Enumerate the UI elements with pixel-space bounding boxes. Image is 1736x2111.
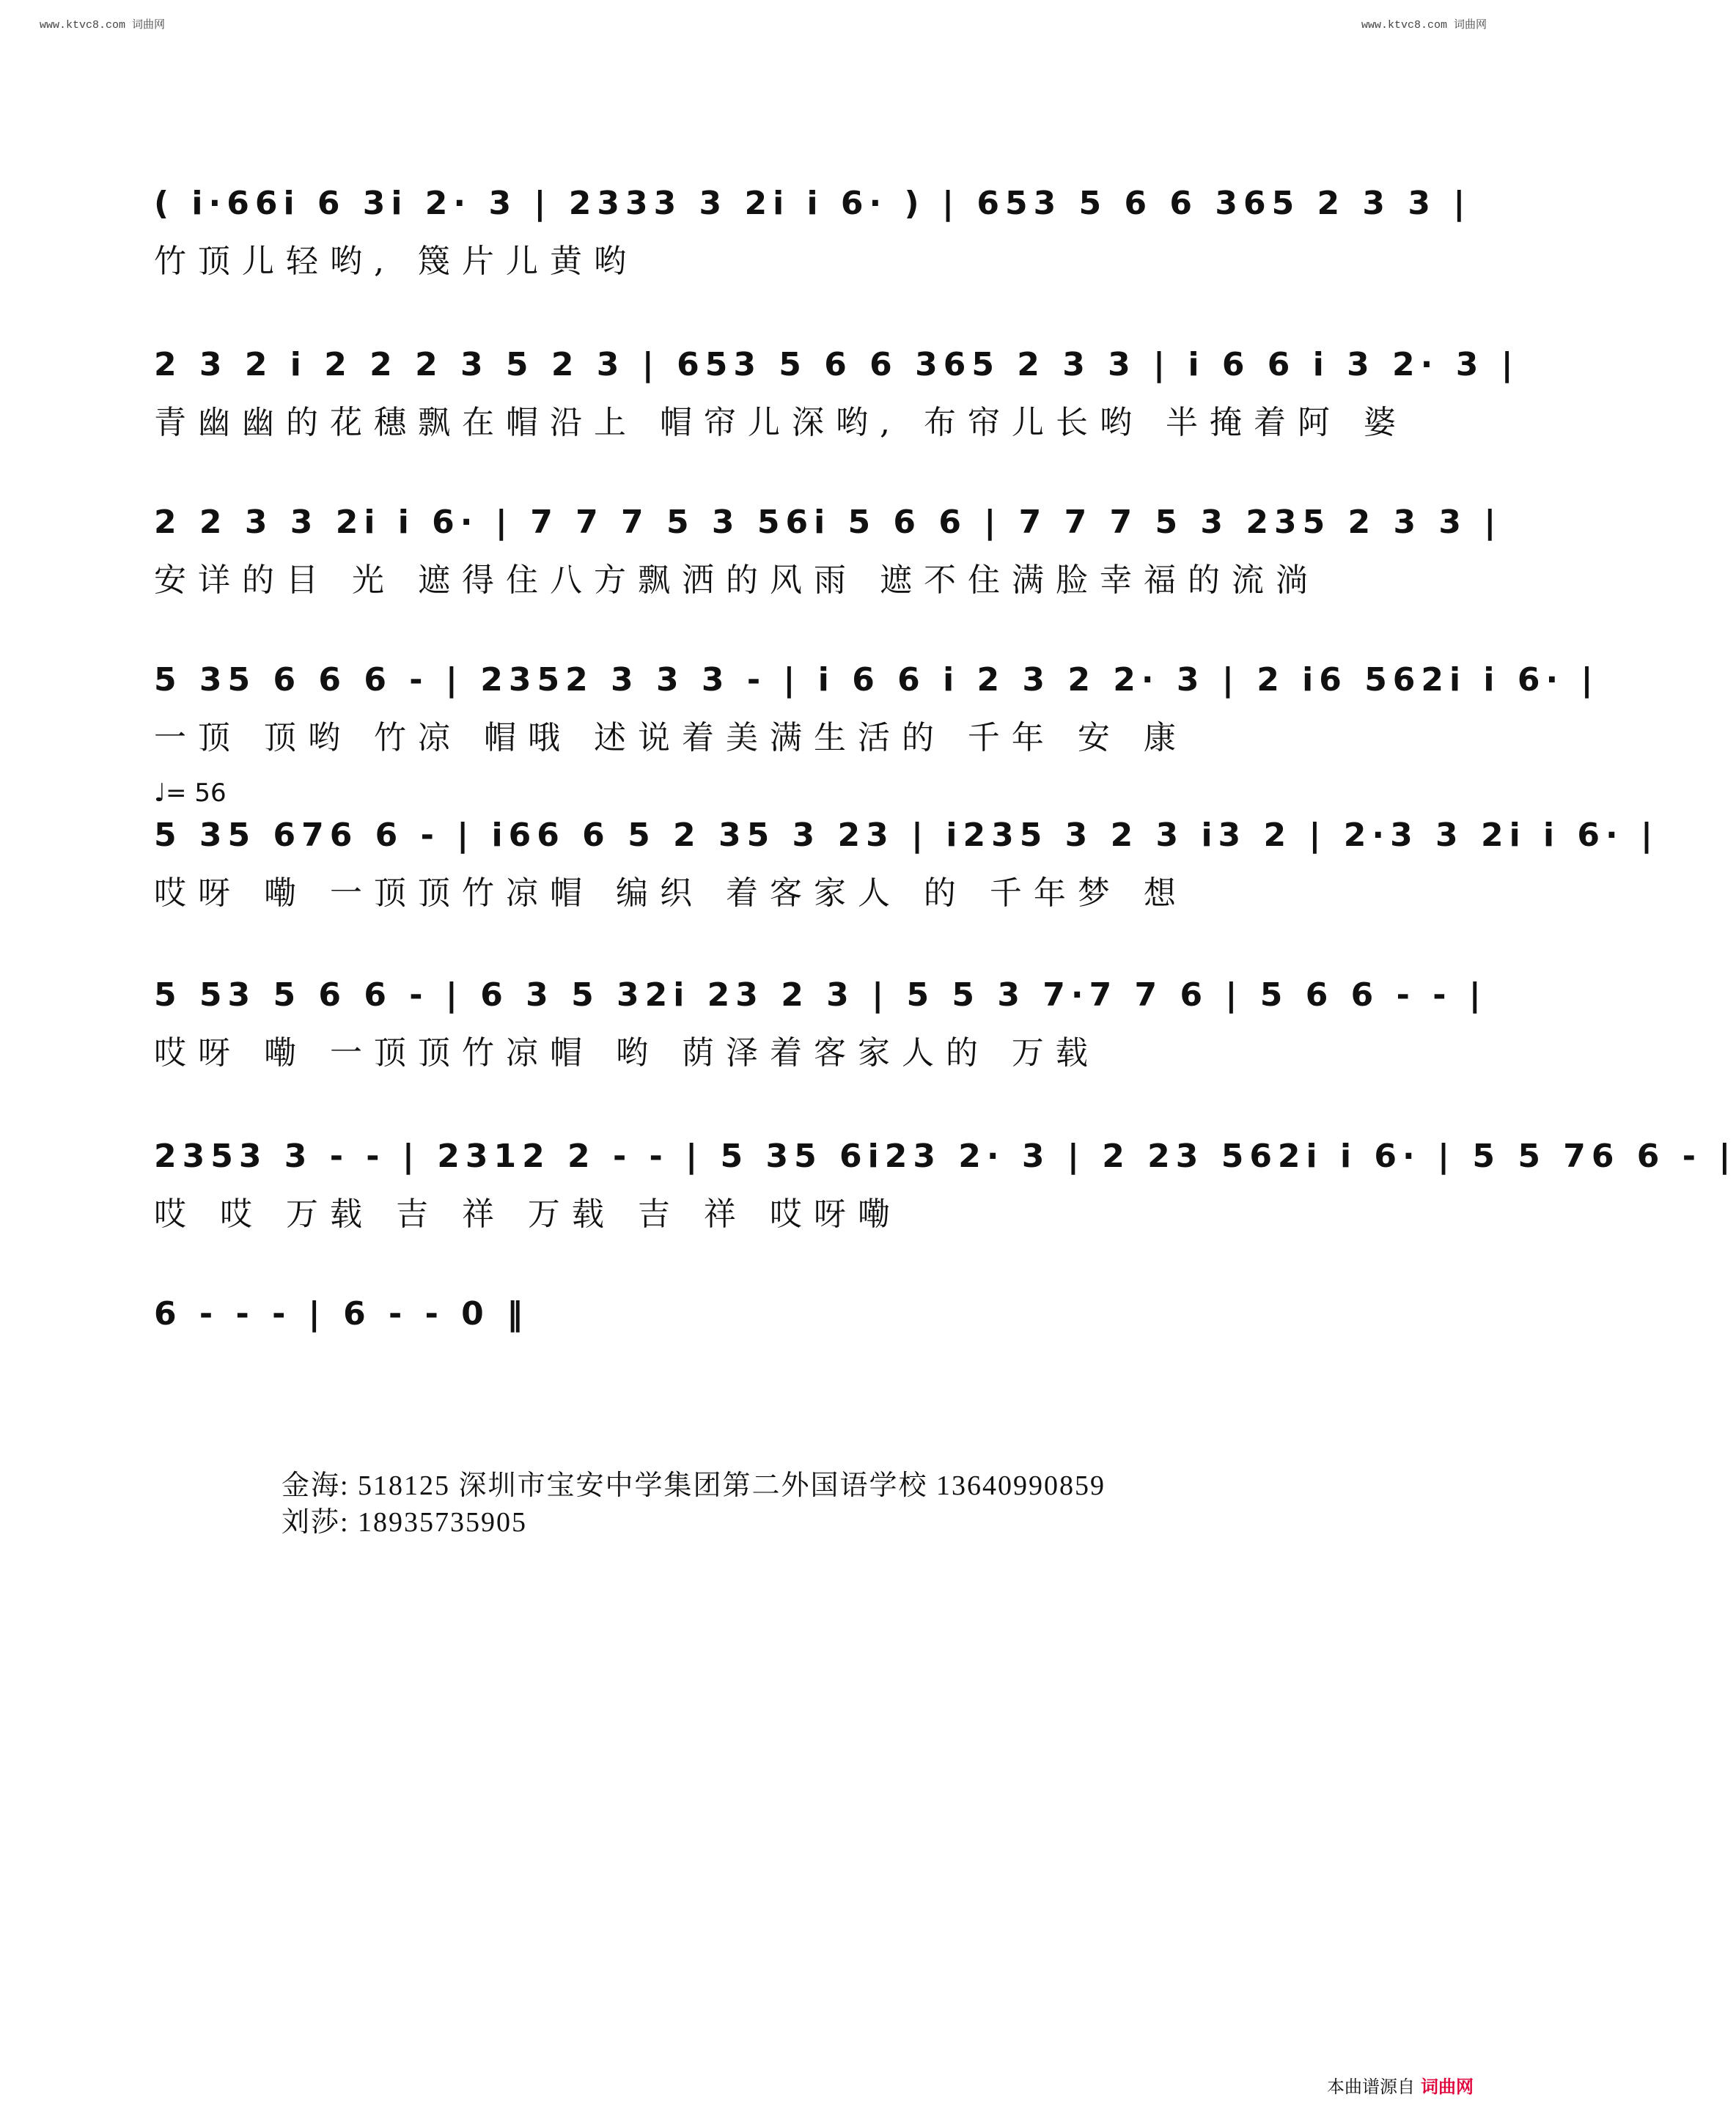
contact-line-2: 刘莎: 18935735905 <box>282 1507 528 1538</box>
footer-brand-link[interactable]: 词曲网 <box>1421 2077 1474 2097</box>
score-line-1 <box>154 161 1471 286</box>
score-line-8 <box>154 1272 1356 1396</box>
score-lyrics: 哎 哎 万载 吉 祥 万载 吉 祥 哎呀嘞 <box>154 1196 902 1233</box>
score-notes: 5 35 676 6 - | i66 6 5 2 35 3 23 | i235 3 2 3 i3 2 | 2·3 3 2i i 6· | <box>154 817 1659 854</box>
score-lyrics: 竹顶儿轻哟, 篾片儿黄哟 <box>154 243 638 280</box>
score-lyrics: 安详的目 光 遮得住八方飘洒的风雨 遮不住满脸幸福的流淌 <box>154 561 1320 599</box>
score-lyrics: 一顶 顶哟 竹凉 帽哦 述说着美满生活的 千年 安 康 <box>154 719 1188 756</box>
score-line-6 <box>154 953 1487 1077</box>
score-notes: 5 53 5 6 6 - | 6 3 5 32i 23 2 3 | 5 5 3 7·7 7 6 | 5 6 6 - - | <box>154 976 1487 1014</box>
tempo-mark: ♩= 56 <box>154 778 227 808</box>
score-notes: 2 3 2 i 2 2 2 3 5 2 3 | 653 5 6 6 365 2 3 3 | i 6 6 i 3 2· 3 | <box>154 346 1519 383</box>
score-lyrics: 青幽幽的花穗飘在帽沿上 帽帘儿深哟, 布帘儿长哟 半掩着阿 婆 <box>154 404 1408 441</box>
header-right-text: www.ktvc8.com 词曲网 <box>1361 19 1487 32</box>
score-notes: 6 - - - | 6 - - 0 ‖ <box>154 1295 529 1333</box>
footer-source <box>1327 2072 1474 2098</box>
footer-source-text: 本曲谱源自 <box>1327 2077 1415 2097</box>
score-line-3 <box>154 480 1502 605</box>
score-notes: 5 35 6 6 6 - | 2352 3 3 3 - | i 6 6 i 2 3 2 2· 3 | 2 i6 562i i 6· | <box>154 661 1599 699</box>
score-line-7 <box>154 1114 1736 1239</box>
header-left-text: www.ktvc8.com 词曲网 <box>40 19 166 32</box>
score-notes: 2 2 3 3 2i i 6· | 7 7 7 5 3 56i 5 6 6 | 7 7 7 5 3 235 2 3 3 | <box>154 504 1502 541</box>
score-line-5 <box>154 778 1659 912</box>
score-notes: ( i·66i 6 3i 2· 3 | 2333 3 2i i 6· ) | 653 5 6 6 365 2 3 3 | <box>154 185 1471 222</box>
score-line-2 <box>154 323 1519 447</box>
score-notes: 2353 3 - - | 2312 2 - - | 5 35 6i23 2· 3 | 2 23 562i i 6· | 5 5 76 6 - | <box>154 1138 1736 1175</box>
left-watermark-strip <box>3 44 12 2067</box>
contact-line-1: 金海: 518125 深圳市宝安中学集团第二外国语学校 13640990859 <box>282 1470 1106 1501</box>
score-line-4 <box>154 638 1599 762</box>
score-lyrics: 哎呀 嘞 一顶顶竹凉帽 哟 荫泽着客家人的 万载 <box>154 1034 1100 1072</box>
score-lyrics: 哎呀 嘞 一顶顶竹凉帽 编织 着客家人 的 千年梦 想 <box>154 874 1188 912</box>
